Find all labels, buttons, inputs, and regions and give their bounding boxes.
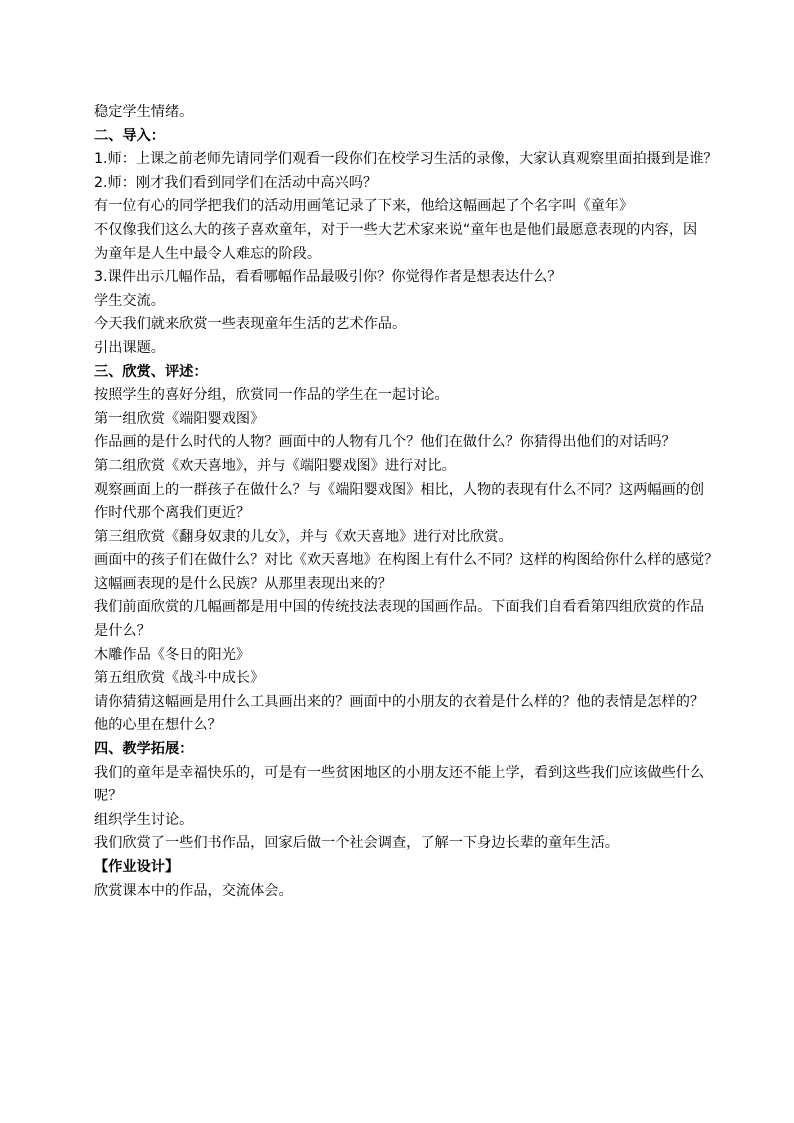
paragraph-line: 有一位有心的同学把我们的活动用画笔记录了下来，他给这幅画起了个名字叫《童年》 [94, 198, 634, 215]
paragraph-line: 这幅画表现的是什么民族？从那里表现出来的？ [94, 575, 392, 592]
section-heading: 【作业设计】 [94, 859, 180, 875]
paragraph-line: 画面中的孩子们在做什么？对比《欢天喜地》在构图上有什么不同？这样的构图给你什么样的感觉？ [94, 552, 719, 569]
paragraph-line: 第五组欣赏《战斗中成长》 [94, 670, 265, 687]
paragraph-line: 引出课题。 [94, 339, 165, 356]
paragraph-line: 组织学生讨论。 [94, 811, 194, 828]
paragraph-line: 我们前面欣赏的几幅画都是用中国的传统技法表现的国画作品。下面我们自看看第四组欣赏的作品 [94, 599, 705, 616]
paragraph-line: 1.师：上课之前老师先请同学们观看一段你们在校学习生活的录像，大家认真观察里面拍摄到是谁？ [94, 151, 718, 168]
paragraph-line: 2.师：刚才我们看到同学们在活动中高兴吗？ [94, 174, 378, 191]
paragraph-line: 第一组欣赏《端阳婴戏图》 [94, 410, 265, 427]
paragraph-line: 欣赏课本中的作品，交流体会。 [94, 882, 293, 899]
paragraph-line: 稳定学生情绪。 [94, 104, 194, 120]
paragraph-line: 不仅像我们这么大的孩子喜欢童年，对于一些大艺术家来说“童年也是他们最愿意表现的内容，因 [94, 221, 698, 238]
paragraph-line: 请你猜猜这幅画是用什么工具画出来的？画面中的小朋友的衣着是什么样的？他的表情是怎样的？ [94, 693, 705, 710]
paragraph-line: 今天我们就来欣赏一些表现童年生活的艺术作品。 [94, 316, 407, 333]
paragraph-line: 3.课件出示几幅作品，看看哪幅作品最吸引你？你觉得作者是想表达什么？ [94, 269, 562, 286]
document-page [94, 101, 719, 903]
paragraph-line: 按照学生的喜好分组，欣赏同一作品的学生在一起讨论。 [94, 387, 449, 404]
paragraph-line: 学生交流。 [94, 292, 165, 309]
paragraph-line: 作品画的是什么时代的人物？画面中的人物有几个？他们在做什么？你猜得出他们的对话吗？ [94, 434, 676, 451]
section-heading: 三、欣赏、评述： [94, 363, 208, 380]
paragraph-line: 我们欣赏了一些们书作品，回家后做一个社会调查，了解一下身边长辈的童年生活。 [94, 835, 619, 852]
paragraph-line: 第二组欣赏《欢天喜地》，并与《端阳婴戏图》进行对比。 [94, 457, 456, 474]
paragraph-line: 第三组欣赏《翻身奴隶的儿女》，并与《欢天喜地》进行对比欣赏。 [94, 528, 513, 545]
paragraph-line: 观察画面上的一群孩子在做什么？与《端阳婴戏图》相比，人物的表现有什么不同？这两幅画的创 [94, 481, 705, 498]
paragraph-line: 是什么？ [94, 623, 151, 640]
paragraph-line: 木雕作品《冬日的阳光》 [94, 646, 251, 663]
paragraph-line: 作时代那个离我们更近？ [94, 505, 251, 522]
paragraph-line: 为童年是人生中最令人难忘的阶段。 [94, 245, 322, 262]
paragraph-line: 呢？ [94, 788, 123, 805]
paragraph-line: 我们的童年是幸福快乐的，可是有一些贫困地区的小朋友还不能上学，看到这些我们应该做些什么 [94, 764, 705, 781]
section-heading: 二、导入： [94, 127, 165, 144]
section-heading: 四、教学拓展： [94, 741, 194, 758]
paragraph-line: 他的心里在想什么？ [94, 717, 222, 734]
